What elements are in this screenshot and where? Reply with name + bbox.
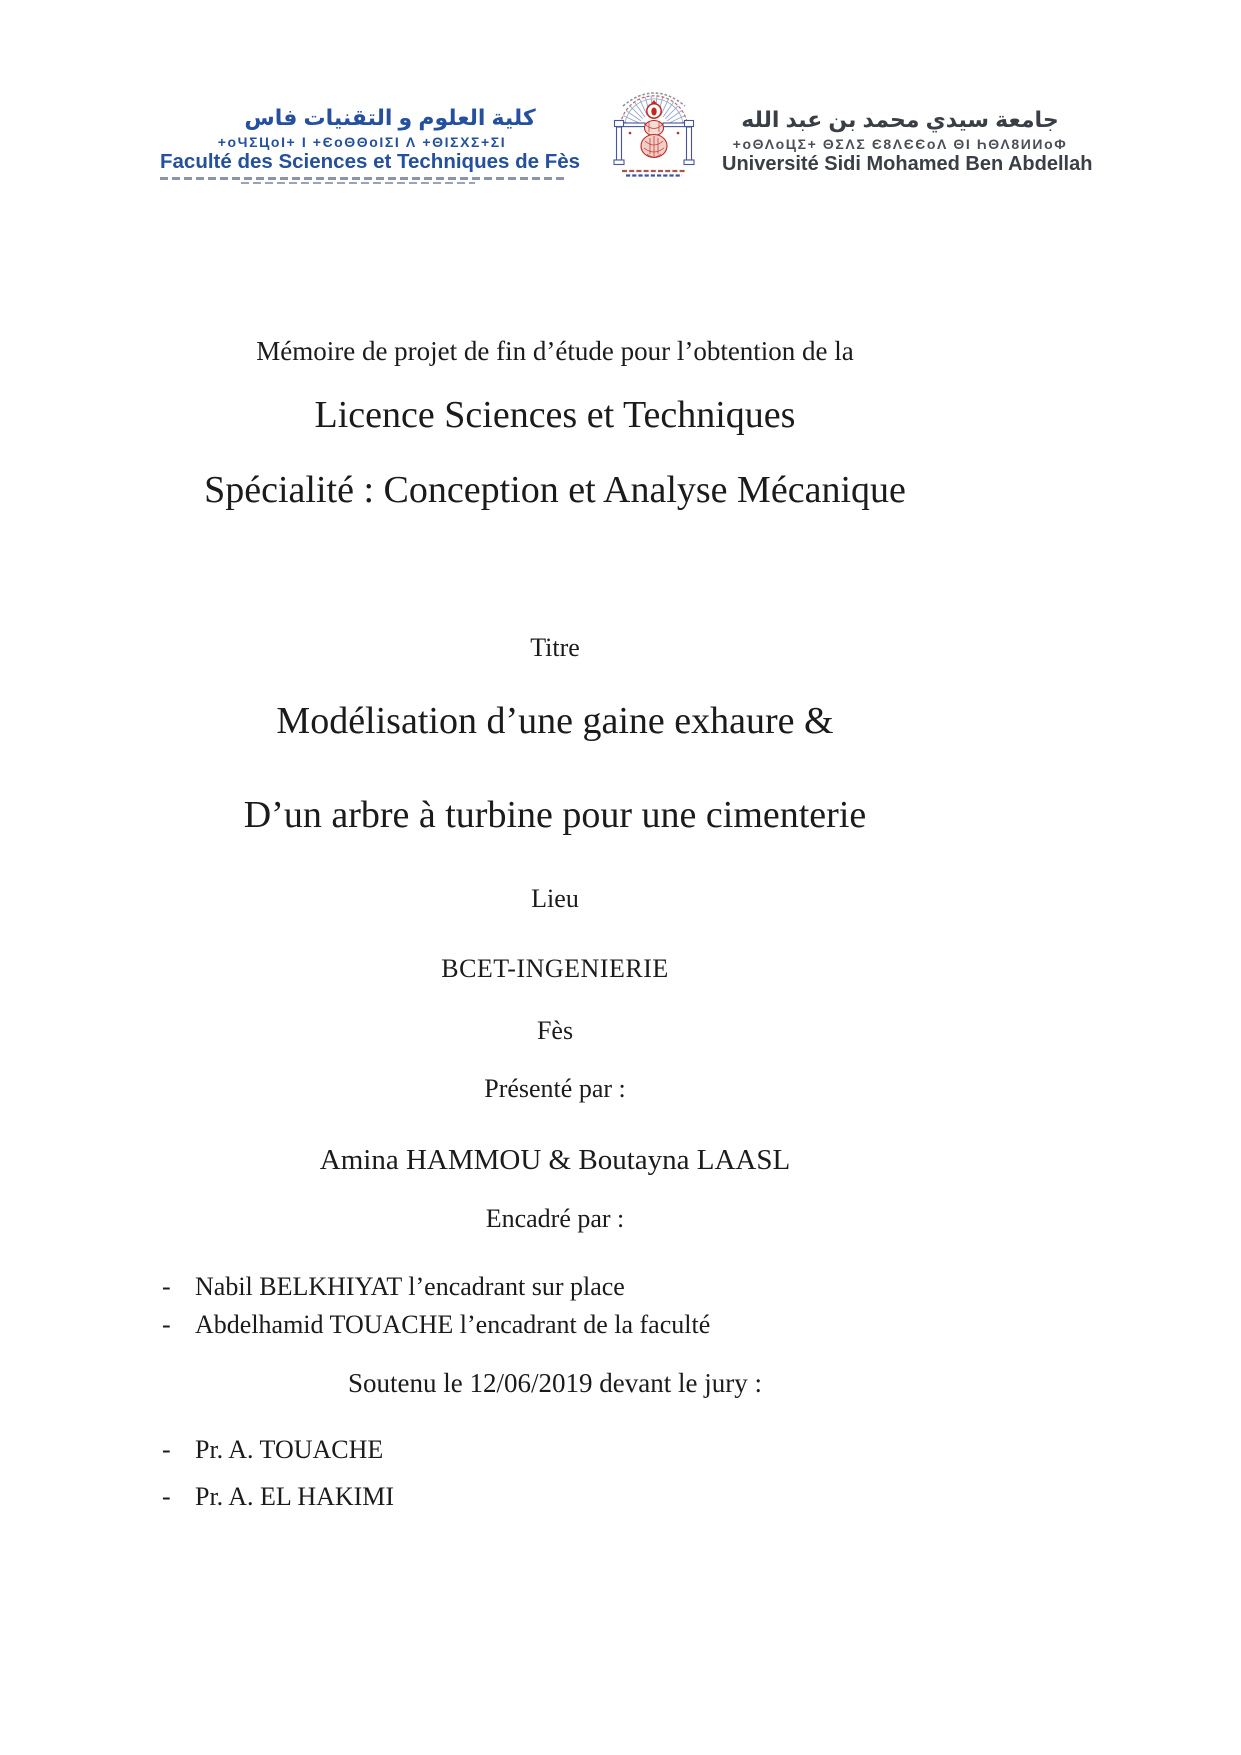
supervisor-name: Nabil BELKHIYAT l’encadrant sur place [195,1272,625,1301]
faculty-name-tifinagh: +oЧΣЦoI+ I +ЄoΘΘoIΣI Λ +ΘIΣΧΣ+ΣI [217,133,507,150]
university-name-french: Université Sidi Mohamed Ben Abdellah [722,152,1093,175]
faculty-dashed-underline-2 [241,182,475,185]
university-name-tifinagh: +oΘΛoЦΣ+ ΘΣΛΣ Є8ΛЄЄoΛ ΘI ҺΘΛ8ИИoΦ [732,135,1068,152]
specialty-line: Spécialité : Conception et Analyse Mécanique [204,469,906,511]
faculty-name-french: Faculté des Sciences et Techniques de Fès [160,149,581,173]
supervisor-name: Abdelhamid TOUACHE l’encadrant de la faculté [195,1310,711,1339]
university-logo [599,70,709,188]
place-label: Lieu [531,884,579,913]
title-line-1: Modélisation d’une gaine exhaure & [276,700,834,742]
university-name-arabic: جامعة سيدي محمد بن عبد الله [741,107,1059,132]
title-label: Titre [530,633,580,662]
university-header-block [722,106,1093,175]
jury-member-name: Pr. A. EL HAKIMI [195,1482,395,1511]
supervisor-item [162,1273,1062,1302]
jury-item [162,1436,1062,1465]
list-dash: - [162,1272,171,1301]
supervised-by-label: Encadré par : [485,1204,625,1233]
defense-line: Soutenu le 12/06/2019 devant le jury : [348,1368,762,1398]
faculty-header-block [160,104,581,184]
jury-item [162,1483,1062,1512]
degree-line: Licence Sciences et Techniques [314,394,796,436]
list-dash: - [162,1482,171,1511]
faculty-dashed-underline [160,177,564,180]
jury-member-name: Pr. A. TOUACHE [195,1435,384,1464]
title-line-2: D’un arbre à turbine pour une cimenterie [243,794,867,836]
list-dash: - [162,1310,171,1339]
list-dash: - [162,1435,171,1464]
supervisor-item [162,1311,1062,1340]
university-seal-icon [599,70,709,188]
faculty-name-arabic: كلية العلوم و التقنيات فاس [244,105,536,130]
presented-by-label: Présenté par : [484,1074,626,1103]
authors-line: Amina HAMMOU & Boutayna LAASL [319,1144,791,1176]
organization-name: BCET-INGENIERIE [441,954,669,983]
city-name: Fès [536,1016,574,1045]
intro-line: Mémoire de projet de fin d’étude pour l’obtention de la [256,336,854,366]
